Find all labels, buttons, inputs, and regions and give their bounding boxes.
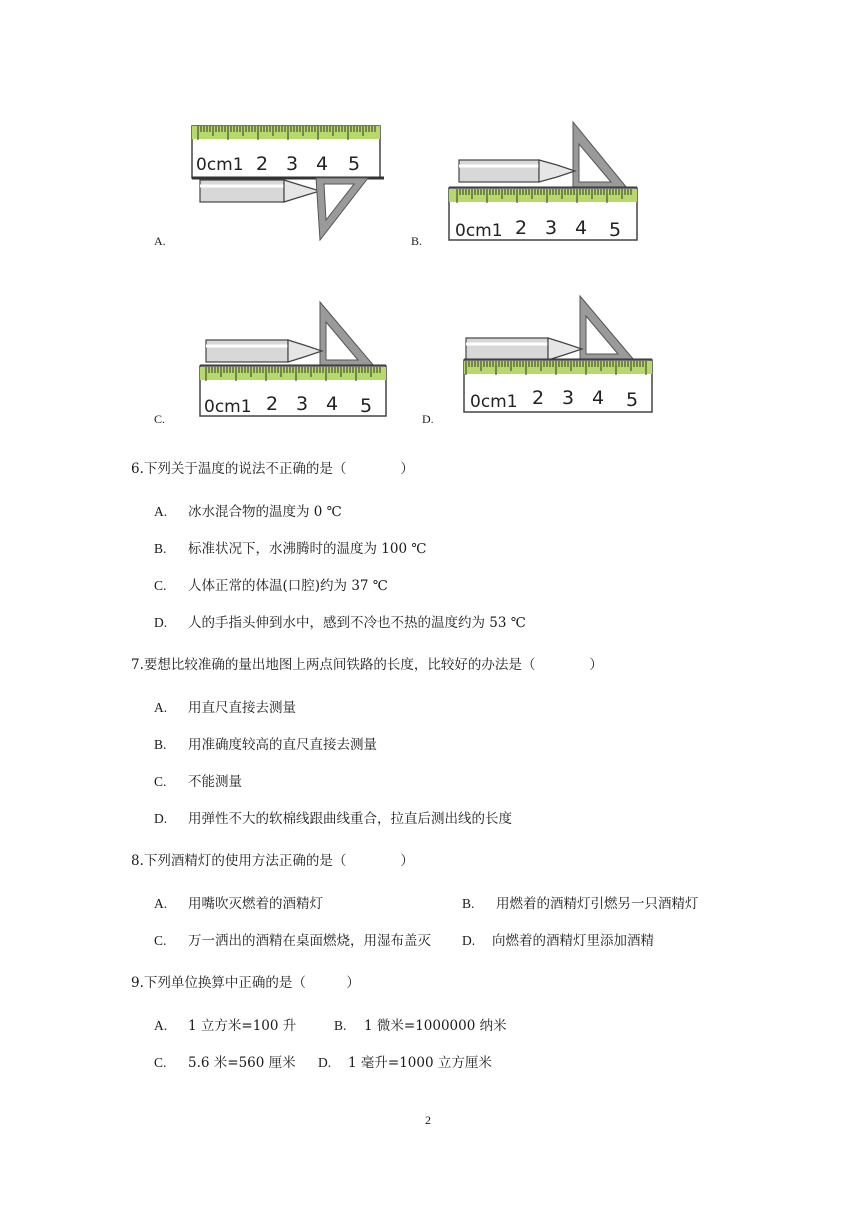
question-9-option-c xyxy=(154,1051,296,1071)
ruler-num-2: 2 xyxy=(266,393,279,415)
ruler-green-band xyxy=(192,126,380,139)
ruler-num-3: 3 xyxy=(286,153,299,175)
question-7-option-b xyxy=(154,733,377,753)
question-7-stem: 7.要想比较准确的量出地图上两点间铁路的长度，比较好的办法是（ ） xyxy=(131,657,603,673)
option-text: 用弹性不大的软棉线跟曲线重合，拉直后测出线的长度 xyxy=(188,811,512,827)
option-text: 5.6 米=560 厘米 xyxy=(188,1055,296,1071)
option-letter: A. xyxy=(154,700,168,715)
ruler-num-2: 2 xyxy=(532,387,545,409)
option-letter: B. xyxy=(154,737,167,752)
option-letter: D. xyxy=(462,933,476,948)
ruler-green-band xyxy=(449,189,637,202)
figure-c-label: C. xyxy=(154,412,166,426)
question-7-option-a xyxy=(154,696,296,716)
pencil-tip xyxy=(288,340,322,362)
option-text: 用准确度较高的直尺直接去测量 xyxy=(188,737,377,753)
ruler-num-4: 4 xyxy=(316,153,329,175)
ruler-green-band xyxy=(464,361,652,374)
page-number: 2 xyxy=(425,1113,431,1127)
question-8-option-a xyxy=(154,892,323,912)
ruler-num-3: 3 xyxy=(296,393,309,415)
ruler-zero-label: 0cm1 xyxy=(204,397,252,417)
option-text: 人体正常的体温(口腔)约为 37 ℃ xyxy=(188,578,388,594)
option-text: 不能测量 xyxy=(188,774,242,790)
option-letter: D. xyxy=(154,811,168,826)
ruler-num-4: 4 xyxy=(592,387,605,409)
option-text: 1 微米=1000000 纳米 xyxy=(364,1018,507,1034)
question-9-option-b xyxy=(334,1014,507,1034)
option-letter: C. xyxy=(154,933,167,948)
option-letter: C. xyxy=(154,1055,167,1070)
ruler-num-5: 5 xyxy=(348,153,361,175)
option-text: 用嘴吹灭燃着的酒精灯 xyxy=(188,896,323,912)
option-text: 用直尺直接去测量 xyxy=(188,700,296,716)
option-letter: A. xyxy=(154,896,168,911)
option-text: 人的手指头伸到水中，感到不冷也不热的温度约为 53 ℃ xyxy=(188,615,526,631)
option-text: 1 毫升=1000 立方厘米 xyxy=(348,1055,492,1071)
option-letter: D. xyxy=(318,1055,332,1070)
pencil-body xyxy=(466,338,548,360)
question-7-option-d xyxy=(154,807,512,827)
ruler-num-2: 2 xyxy=(515,217,528,239)
question-9-option-d xyxy=(318,1051,492,1071)
option-letter: A. xyxy=(154,1018,168,1033)
ruler-num-5: 5 xyxy=(626,389,639,411)
figure-d xyxy=(458,294,658,422)
ruler-num-5: 5 xyxy=(609,219,622,241)
figure-b-drawing xyxy=(445,118,645,246)
figure-c-drawing xyxy=(196,298,396,420)
option-text: 标准状况下，水沸腾时的温度为 100 ℃ xyxy=(188,541,427,557)
pencil-body xyxy=(200,180,284,202)
ruler-num-2: 2 xyxy=(256,153,269,175)
question-8-option-d xyxy=(462,929,654,949)
question-6-option-c xyxy=(154,574,388,594)
option-letter: D. xyxy=(154,615,168,630)
figure-a xyxy=(188,120,388,249)
figure-b xyxy=(445,118,645,250)
option-text: 万一洒出的酒精在桌面燃烧，用湿布盖灭 xyxy=(188,933,431,949)
figure-d-drawing xyxy=(458,294,658,418)
ruler-zero-label: 0cm1 xyxy=(470,392,518,412)
question-8-stem: 8.下列酒精灯的使用方法正确的是（ ） xyxy=(131,853,414,869)
figure-c xyxy=(196,298,396,424)
figure-b-label: B. xyxy=(411,234,423,248)
option-text: 冰水混合物的温度为 0 ℃ xyxy=(188,504,342,520)
question-6-stem: 6.下列关于温度的说法不正确的是（ ） xyxy=(131,461,414,477)
option-text: 向燃着的酒精灯里添加酒精 xyxy=(492,933,654,949)
question-7-option-c xyxy=(154,770,242,790)
option-letter: B. xyxy=(462,896,475,911)
option-letter: B. xyxy=(154,541,167,556)
question-6-option-a xyxy=(154,500,342,520)
pencil-tip xyxy=(284,180,320,202)
option-letter: B. xyxy=(334,1018,347,1033)
pencil-tip xyxy=(539,160,575,182)
question-6-option-b xyxy=(154,537,426,557)
question-6-option-d xyxy=(154,611,526,631)
pencil-tip xyxy=(548,338,582,360)
question-8-option-c xyxy=(154,929,431,949)
ruler-num-4: 4 xyxy=(326,393,339,415)
figure-a-label: A. xyxy=(154,234,166,248)
pencil-body xyxy=(206,340,288,362)
question-9-stem: 9.下列单位换算中正确的是（ ） xyxy=(131,975,360,991)
ruler-num-3: 3 xyxy=(545,217,558,239)
ruler-num-3: 3 xyxy=(562,387,575,409)
pencil-body xyxy=(459,160,539,182)
option-text: 用燃着的酒精灯引燃另一只酒精灯 xyxy=(496,896,699,912)
question-8-option-b xyxy=(462,892,699,912)
figure-a-drawing xyxy=(188,120,388,245)
figure-d-label: D. xyxy=(422,412,434,426)
option-text: 1 立方米=100 升 xyxy=(188,1018,297,1034)
ruler-num-5: 5 xyxy=(360,395,373,417)
question-9-option-a xyxy=(154,1014,296,1034)
option-letter: C. xyxy=(154,578,167,593)
ruler-num-4: 4 xyxy=(575,217,588,239)
ruler-zero-label: 0cm1 xyxy=(455,221,503,241)
option-letter: C. xyxy=(154,774,167,789)
option-letter: A. xyxy=(154,504,168,519)
ruler-zero-label: 0cm1 xyxy=(196,155,244,175)
